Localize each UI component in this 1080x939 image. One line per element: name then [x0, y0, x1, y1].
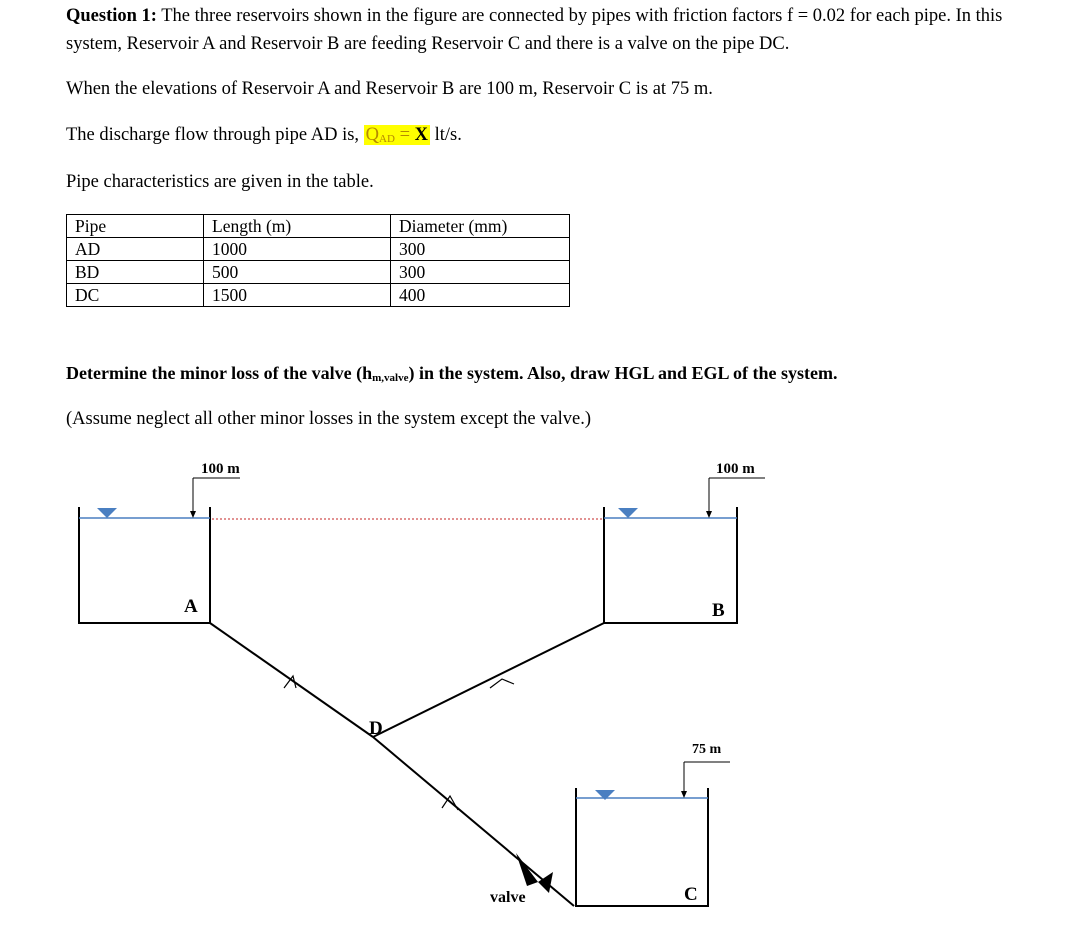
table-row	[67, 238, 570, 261]
flow-arrow-icon	[490, 679, 514, 688]
reservoir-b	[604, 478, 765, 623]
flow-prefix: The discharge flow through pipe AD is,	[66, 125, 364, 145]
table-header: Length (m)	[204, 215, 391, 238]
elevation-arrow-icon	[706, 511, 712, 518]
table-cell: 500	[204, 261, 391, 284]
elevations-text: When the elevations of Reservoir A and Reservoir B are 100 m, Reservoir C is at 75 m.	[66, 79, 713, 99]
pipe-ad	[210, 623, 373, 737]
question-intro	[66, 2, 1051, 58]
flow-equals: =	[394, 125, 415, 145]
task-text-a: Determine the minor loss of the valve (h	[66, 363, 373, 383]
flow-unit: lt/s.	[430, 125, 462, 145]
table-cell: 300	[391, 238, 570, 261]
table-cell: DC	[67, 284, 204, 307]
water-level-triangle-icon	[97, 508, 117, 518]
table-intro: Pipe characteristics are given in the table.	[66, 172, 374, 192]
table-header: Pipe	[67, 215, 204, 238]
reservoir-label-c: C	[684, 884, 698, 905]
pipe-bd	[373, 623, 604, 737]
table-cell: AD	[67, 238, 204, 261]
pipe-characteristics-table	[66, 214, 570, 307]
task-text	[66, 359, 838, 392]
question-intro-text: The three reservoirs shown in the figure are connected by pipes with friction factors f = 0.02 for each pipe. In this system, Reservoir A and Reservoir B are feeding Reservoir C and there is a valve on the pipe DC.	[66, 6, 1003, 54]
table-cell: 400	[391, 284, 570, 307]
reservoir-figure	[0, 440, 1080, 920]
table-cell: BD	[67, 261, 204, 284]
assumption-text: (Assume neglect all other minor losses in the system except the valve.)	[66, 409, 592, 429]
reservoir-a	[79, 478, 240, 623]
flow-variable: X	[414, 125, 428, 145]
table-header: Diameter (mm)	[391, 215, 570, 238]
table-row	[67, 261, 570, 284]
elevation-label-b: 100 m	[716, 461, 755, 477]
flow-statement	[66, 121, 462, 153]
reservoir-c	[576, 762, 730, 906]
elevation-label-a: 100 m	[201, 461, 240, 477]
valve-label: valve	[490, 889, 526, 906]
flow-highlight	[364, 125, 430, 145]
reservoir-label-b: B	[712, 600, 725, 621]
reservoir-label-a: A	[184, 596, 198, 617]
task-subscript: m,valve	[372, 372, 409, 384]
table-header-row	[67, 215, 570, 238]
table-cell: 1000	[204, 238, 391, 261]
table-cell: 300	[391, 261, 570, 284]
flow-symbol: Q	[365, 125, 380, 145]
elevation-arrow-icon	[681, 791, 687, 798]
elevation-label-c: 75 m	[692, 742, 722, 757]
junction-label-d: D	[369, 718, 383, 739]
question-label: Question 1:	[66, 6, 157, 26]
table-row	[67, 284, 570, 307]
elevation-arrow-icon	[190, 511, 196, 518]
flow-subscript: AD	[379, 133, 395, 145]
table-cell: 1500	[204, 284, 391, 307]
task-text-b: ) in the system. Also, draw HGL and EGL of the system.	[408, 363, 838, 383]
water-level-triangle-icon	[618, 508, 638, 518]
